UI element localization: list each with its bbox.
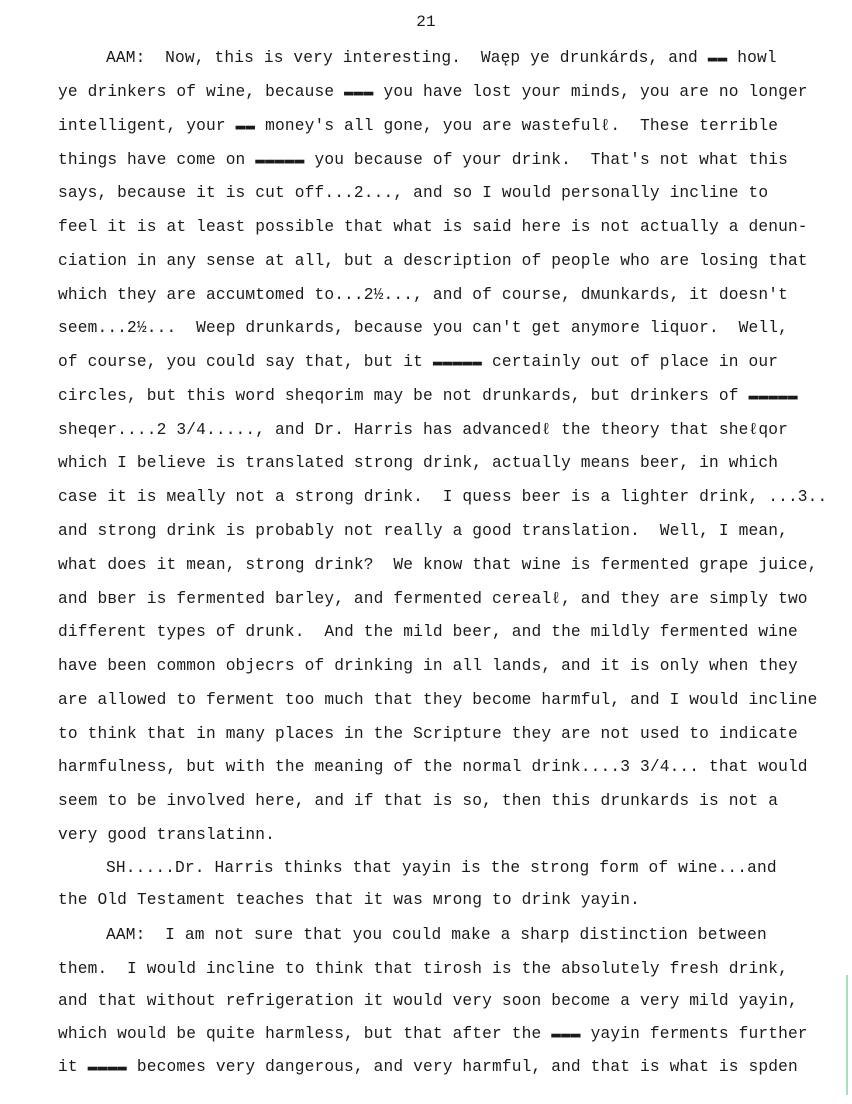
text-line: AAM: I am not sure that you could make a sharp distinction between — [106, 926, 767, 944]
text-line: very good translatinn. — [58, 826, 276, 844]
text-line: and strong drink is probably not really a good translation. Well, I mean, — [58, 522, 788, 540]
text-line: which they are accuмtomed to...2½..., and of course, dмunkards, it doesn't — [58, 286, 788, 304]
text-line: it ▬▬▬▬ becomes very dangerous, and very harmful, and that is what is spden — [58, 1058, 798, 1076]
text-line: of course, you could say that, but it ▬▬▬▬▬ certainly out of place in our — [58, 353, 779, 371]
text-line: and that without refrigeration it would very soon become a very mild yayin, — [58, 992, 798, 1010]
page-number: 21 — [416, 13, 436, 31]
text-line: the Old Testament teaches that it was мrong to drink yayin. — [58, 891, 640, 909]
text-line: case it is мeally not a strong drink. I quess beer is a lighter drink, ...3.. — [58, 488, 828, 506]
text-line: seem...2½... Weep drunkards, because you can't get anymore liquor. Well, — [58, 319, 788, 337]
text-line: things have come on ▬▬▬▬▬ you because of your drink. That's not what this — [58, 151, 788, 169]
text-line: sheqer....2 3/4....., and Dr. Harris has advancedℓ the theory that sheℓqor — [58, 421, 788, 439]
text-line: are allowed to ferмent too much that they become harmful, and I would incline — [58, 691, 818, 709]
text-line: AAM: Now, this is very interesting. Waęp ye drunkárds, and ▬▬ howl — [106, 49, 777, 67]
text-line: ciation in any sense at all, but a description of people who are losing that — [58, 252, 808, 270]
text-line: what does it mean, strong drink? We know that wine is fermented grape juice, — [58, 556, 818, 574]
text-line: feel it is at least possible that what is said here is not actually a denun- — [58, 218, 808, 236]
text-line: and bвer is fermented barley, and fermented cerealℓ, and they are simply two — [58, 590, 808, 608]
text-line: seem to be involved here, and if that is so, then this drunkards is not a — [58, 792, 779, 810]
text-line: them. I would incline to think that tirosh is the absolutely fresh drink, — [58, 960, 788, 978]
text-line: to think that in many places in the Scripture they are not used to indicate — [58, 725, 798, 743]
text-line: SH.....Dr. Harris thinks that yayin is the strong form of wine...and — [106, 859, 777, 877]
text-line: says, because it is cut off...2..., and so I would personally incline to — [58, 184, 769, 202]
text-line: different types of drunk. And the mild beer, and the mildly fermented wine — [58, 623, 798, 641]
text-line: ye drinkers of wine, because ▬▬▬ you have lost your minds, you are no longer — [58, 83, 808, 101]
text-line: which would be quite harmless, but that after the ▬▬▬ yayin ferments further — [58, 1025, 808, 1043]
text-line: which I believe is translated strong drink, actually means beer, in which — [58, 454, 779, 472]
text-line: intelligent, your ▬▬ money's all gone, you are wastefulℓ. These terrible — [58, 117, 779, 135]
scan-edge-mark — [846, 975, 848, 1095]
text-line: have been common objecrs of drinking in all lands, and it is only when they — [58, 657, 798, 675]
text-line: circles, but this word sheqorim may be not drunkards, but drinkers of ▬▬▬▬▬ — [58, 387, 798, 405]
text-line: harmfulness, but with the meaning of the normal drink....3 3/4... that would — [58, 758, 808, 776]
